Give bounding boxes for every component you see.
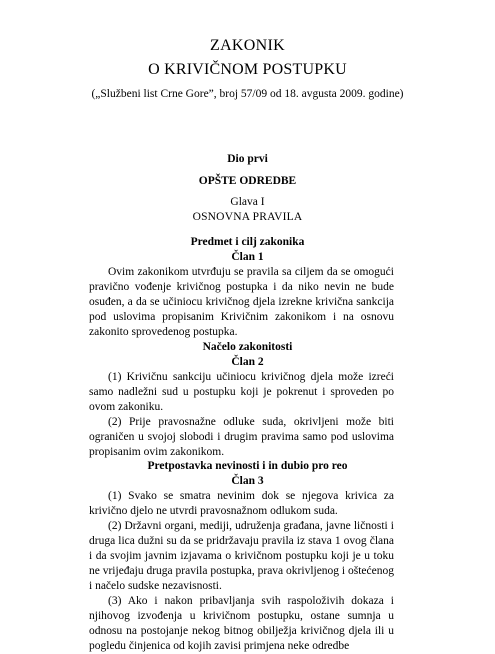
gazette-reference: („Službeni list Crne Gore”, broj 57/09 od 18. avgusta 2009. godine) <box>91 88 404 100</box>
article-3-paragraph-2: (2) Državni organi, mediji, udruženja građana, javne ličnosti i druga lica dužni su da se pridržavaju pravila iz stava 1 ovog člana i da svojim javnim izjavama o krivičnom postupku koji je u toku ne vrijeđaju druga pravila postupka, prava okrivljenog i oštećenog i načelo sudske nezavisnosti. <box>89 520 394 592</box>
part-title: OPŠTE ODREDBE <box>198 175 297 187</box>
article-1-body <box>89 265 394 340</box>
article-3-number: Član 3 <box>231 475 264 487</box>
article-2-paragraph-2: (2) Prije pravosnažne odluke suda, okrivljeni može biti ograničen u svojoj slobodi i drugim pravima samo pod uslovima propisanim ovim zakonikom. <box>89 416 394 458</box>
article-2-number: Član 2 <box>231 356 264 368</box>
law-title: ZAKONIK <box>210 37 285 54</box>
article-1-paragraph-1: Ovim zakonikom utvrđuju se pravila sa ciljem da se omogući pravično vođenje krivičnog postupka i da niko nevin ne bude osuđen, a da se učiniocu krivičnog djela izrekne krivična sankcija pod uslovima propisanim Krivičnim zakonikom i na osnovu zakonito sprovedenog postupka. <box>89 266 394 338</box>
law-subtitle: O KRIVIČNOM POSTUPKU <box>148 61 347 78</box>
article-1-number: Član 1 <box>231 251 264 263</box>
article-3-paragraph-3: (3) Ako i nakon pribavljanja svih raspoloživih dokaza i njihovog izvođenja u krivičnom postupku, ostane sumnja u odnosu na postojanje nekog bitnog obilježja krivičnog djela ili u pogledu činjenica od kojih zavisi primjena neke odredbe <box>89 595 394 652</box>
article-2-paragraph-1: (1) Krivičnu sankciju učiniocu krivičnog djela može izreći samo nadležni sud u postupku koji je pokrenut i sproveden po ovom zakoniku. <box>89 371 394 413</box>
article-2-body <box>89 370 394 460</box>
article-3-paragraph-1: (1) Svako se smatra nevinim dok se njegova krivica za krivično djelo ne utvrdi pravosnažnom odlukom suda. <box>89 490 394 517</box>
article-3-heading: Pretpostavka nevinosti i in dubio pro reo <box>147 460 348 472</box>
chapter-label: Glava I <box>230 196 265 208</box>
article-2-heading: Načelo zakonitosti <box>202 341 293 353</box>
article-1-heading: Predmet i cilj zakonika <box>190 236 305 248</box>
part-label: Dio prvi <box>227 153 268 165</box>
article-3-body <box>89 489 394 654</box>
chapter-title: OSNOVNA PRAVILA <box>192 211 303 223</box>
